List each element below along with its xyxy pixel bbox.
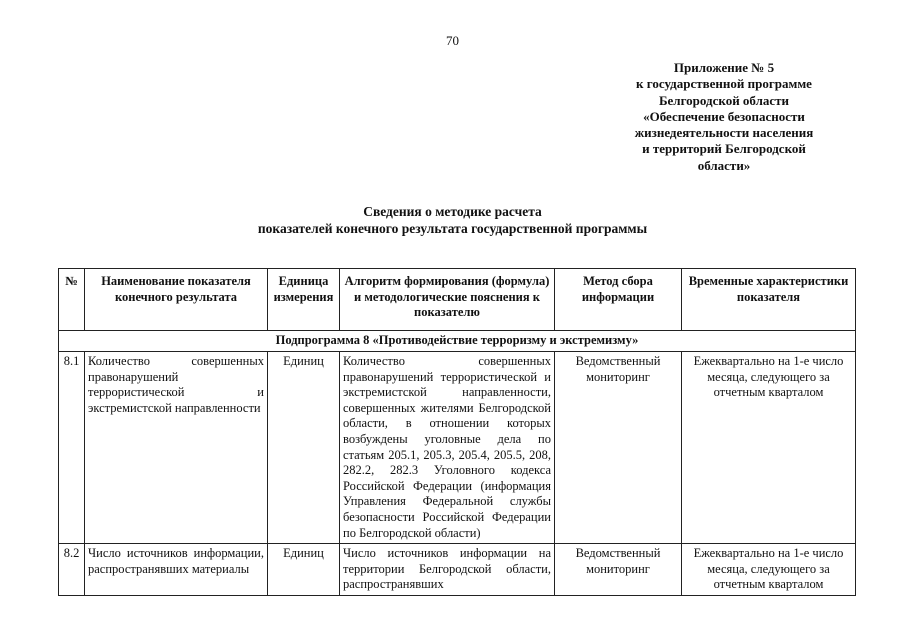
- row-unit: Единиц: [268, 544, 340, 596]
- appendix-line: «Обеспечение безопасности: [643, 108, 805, 124]
- row-name: Количество совершенных правонарушений террористической и экстремистской направленности: [85, 352, 268, 544]
- row-timing: Ежеквартально на 1-е число месяца, следующего за отчетным кварталом: [682, 352, 856, 544]
- row-timing: Ежеквартально на 1-е число месяца, следующего за отчетным кварталом: [682, 544, 856, 596]
- appendix-line: Приложение № 5: [673, 60, 775, 75]
- table-row: [59, 544, 856, 596]
- row-algorithm: Количество совершенных правонарушений террористической и экстремистской направленности, совершенных жителями Белгородской области, в отношении которых возбуждены уголовные дела по статьям 205.1, 205.3, 205.4, 205.5, 208, 282.2, 282.3 Уголовного кодекса Российской Федерации (информация Управления Федеральной службы безопасности Российской Федерации по Белгородской области): [340, 352, 555, 544]
- row-name: Число источников информации, распространявших материалы: [85, 544, 268, 596]
- document-title-line1: Сведения о методике расчета: [363, 204, 542, 219]
- appendix-line: к государственной программе: [636, 76, 812, 92]
- row-method: Ведомственный мониторинг: [555, 544, 682, 596]
- header-timing: Временные характеристики показателя: [682, 269, 856, 331]
- table-row: [59, 352, 856, 544]
- header-unit: Единица измерения: [268, 269, 340, 331]
- row-method: Ведомственный мониторинг: [555, 352, 682, 544]
- appendix-line: области»: [697, 157, 751, 173]
- indicators-table: [58, 268, 856, 596]
- appendix-line: и территорий Белгородской: [642, 141, 806, 157]
- row-algorithm: Число источников информации на территории Белгородской области, распространявших: [340, 544, 555, 596]
- row-num: 8.1: [59, 352, 85, 544]
- row-unit: Единиц: [268, 352, 340, 544]
- header-num: №: [59, 269, 85, 331]
- header-method: Метод сбора информации: [555, 269, 682, 331]
- header-algorithm: Алгоритм формирования (формула) и методологические пояснения к показателю: [340, 269, 555, 331]
- subprogram-row: [59, 331, 856, 352]
- appendix-heading: [618, 60, 830, 174]
- appendix-line: жизнедеятельности населения: [634, 125, 814, 141]
- page-number: 70: [446, 33, 459, 48]
- document-title: [0, 204, 905, 237]
- appendix-line: Белгородской области: [658, 92, 790, 108]
- document-title-line2: показателей конечного результата государственной программы: [257, 220, 648, 236]
- row-num: 8.2: [59, 544, 85, 596]
- header-name: Наименование показателя конечного результата: [85, 269, 268, 331]
- table-header-row: [59, 269, 856, 331]
- subprogram-title: Подпрограмма 8 «Противодействие терроризму и экстремизму»: [59, 331, 856, 352]
